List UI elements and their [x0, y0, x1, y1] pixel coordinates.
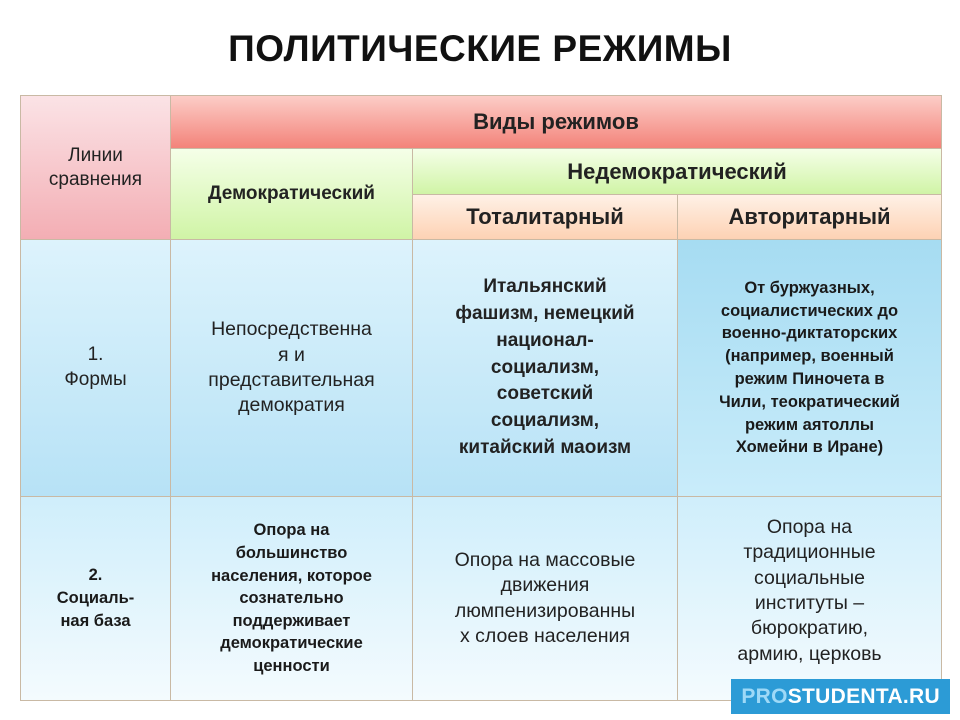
- social-base-democratic-cell: Опора на большинство населения, которое сознательно поддерживает демократические ценности: [170, 496, 413, 701]
- social-base-authoritarian-cell: Опора на традиционные социальные институты – бюрократию, армию, церковь: [677, 496, 942, 701]
- democratic-header: Демократический: [170, 148, 413, 240]
- regime-types-header: Виды режимов: [170, 95, 942, 149]
- page-title: ПОЛИТИЧЕСКИЕ РЕЖИМЫ: [228, 28, 732, 69]
- row-label-forms: 1. Формы: [20, 239, 171, 497]
- forms-authoritarian-cell: От буржуазных, социалистических до военно-диктаторских (например, военный режим Пиночета в Чили, теократический режим аятоллы Хомейни в Иране): [677, 239, 942, 497]
- social-base-totalitarian-cell: Опора на массовые движения люмпенизированны х слоев населения: [412, 496, 678, 701]
- nondemocratic-header: Недемократический: [412, 148, 942, 195]
- row-label-social-base: 2. Социаль- ная база: [20, 496, 171, 701]
- authoritarian-header: Авторитарный: [677, 194, 942, 240]
- forms-democratic-cell: Непосредственна я и представительная демократия: [170, 239, 413, 497]
- comparison-lines-header: Линии сравнения: [20, 95, 171, 240]
- forms-totalitarian-cell: Итальянский фашизм, немецкий национал- социализм, советский социализм, китайский маоизм: [412, 239, 678, 497]
- watermark-rest: STUDENTA.RU: [787, 685, 940, 708]
- totalitarian-header: Тоталитарный: [412, 194, 678, 240]
- watermark-prefix: PRO: [741, 685, 788, 708]
- site-watermark[interactable]: [731, 679, 950, 714]
